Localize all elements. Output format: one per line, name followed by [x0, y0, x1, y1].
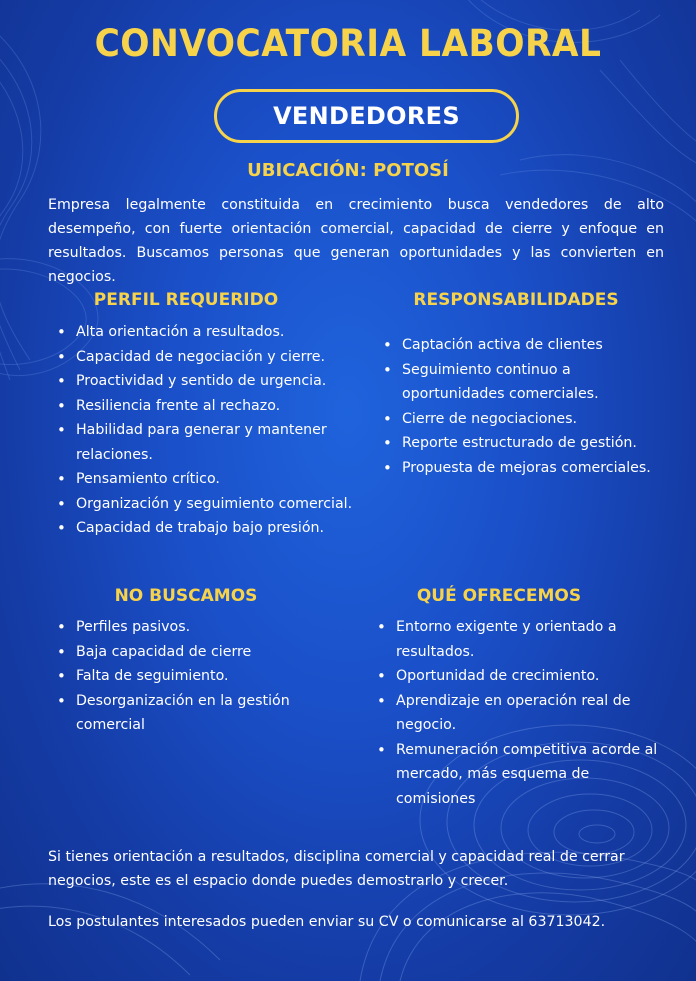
not-wanted-heading: NO BUSCAMOS	[114, 586, 258, 606]
list-item: • Remuneración competitiva acorde al mercado, más esquema de comisiones	[368, 738, 668, 812]
profile-list	[48, 320, 358, 541]
offer-heading: QUÉ OFRECEMOS	[416, 586, 582, 606]
list-item: • Cierre de negociaciones.	[374, 407, 674, 432]
offer-list	[368, 615, 668, 811]
list-item: • Alta orientación a resultados.	[48, 320, 358, 345]
list-item: • Capacidad de negociación y cierre.	[48, 345, 358, 370]
list-item: • Capacidad de trabajo bajo presión.	[48, 516, 358, 541]
intro-paragraph: Empresa legalmente constituida en crecimiento busca vendedores de alto desempeño, con fuerte orientación comercial, capacidad de cierre y enfoque en resultados. Buscamos personas que generan oportunidades y las convierten en negocios.	[48, 197, 664, 285]
list-item: • Baja capacidad de cierre	[48, 640, 338, 665]
contact-line: Los postulantes interesados pueden enviar su CV o comunicarse al 63713042.	[48, 914, 606, 930]
poster-title: CONVOCATORIA LABORAL	[94, 22, 602, 65]
not-wanted-list	[48, 615, 338, 738]
list-item: • Oportunidad de crecimiento.	[368, 664, 668, 689]
list-item: • Desorganización en la gestión comercial	[48, 689, 338, 738]
list-item: • Propuesta de mejoras comerciales.	[374, 456, 674, 481]
closing-paragraph: Si tienes orientación a resultados, disciplina comercial y capacidad real de cerrar negocios, este es el espacio donde puedes demostrarlo y crecer.	[48, 849, 625, 889]
responsibilities-list	[374, 333, 674, 480]
list-item: • Organización y seguimiento comercial.	[48, 492, 358, 517]
list-item: • Entorno exigente y orientado a resultados.	[368, 615, 668, 664]
responsibilities-heading: RESPONSABILIDADES	[413, 290, 619, 310]
list-item: • Pensamiento crítico.	[48, 467, 358, 492]
list-item: • Resiliencia frente al rechazo.	[48, 394, 358, 419]
list-item: • Habilidad para generar y mantener relaciones.	[48, 418, 358, 467]
list-item: • Reporte estructurado de gestión.	[374, 431, 674, 456]
list-item: • Proactividad y sentido de urgencia.	[48, 369, 358, 394]
list-item: • Aprendizaje en operación real de negocio.	[368, 689, 668, 738]
position-label: VENDEDORES	[273, 102, 460, 130]
list-item: • Captación activa de clientes	[374, 333, 674, 358]
list-item: • Falta de seguimiento.	[48, 664, 338, 689]
list-item: • Perfiles pasivos.	[48, 615, 338, 640]
location-heading: UBICACIÓN: POTOSÍ	[247, 160, 449, 181]
profile-heading: PERFIL REQUERIDO	[93, 290, 279, 310]
list-item: • Seguimiento continuo a oportunidades comerciales.	[374, 358, 674, 407]
position-badge	[214, 89, 519, 143]
